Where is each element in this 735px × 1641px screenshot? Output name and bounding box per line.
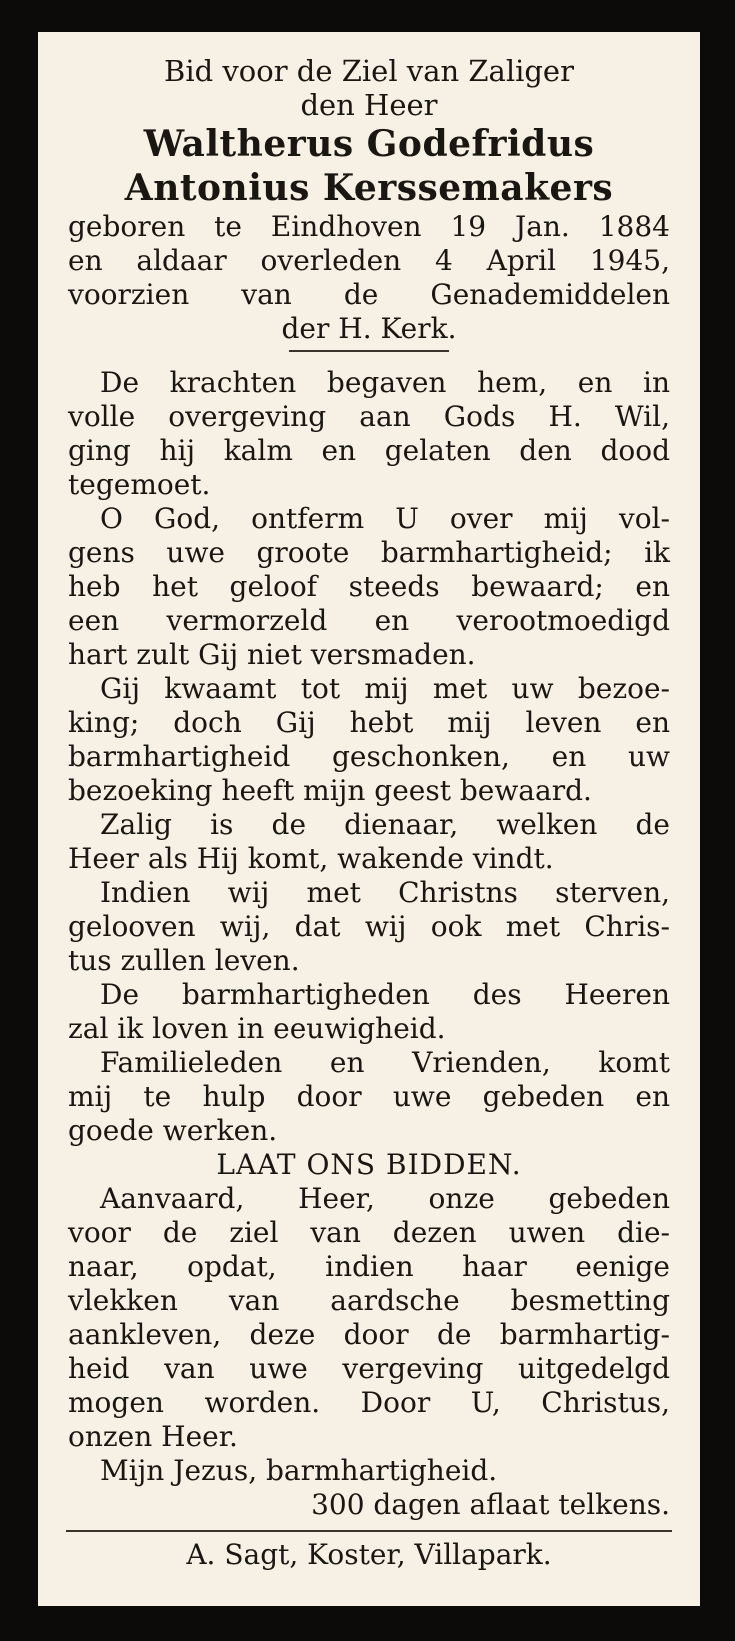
text-line: volle overgeving aan Gods H. Wil,	[68, 400, 670, 433]
text-line: king; doch Gij hebt mij leven en	[68, 706, 670, 739]
deceased-name-line-2: Antonius Kerssemakers	[124, 167, 614, 209]
text-line: hart zult Gij niet versmaden.	[68, 638, 476, 671]
paragraph	[68, 502, 670, 672]
paragraph	[68, 978, 670, 1046]
text-line: goede werken.	[68, 1114, 278, 1147]
deceased-name-line-1: Waltherus Godefridus	[143, 123, 595, 165]
text-line: Familieleden en Vrienden, komt	[100, 1046, 670, 1079]
text-line: heb het geloof steeds bewaard; en	[68, 570, 670, 603]
prayer-paragraphs	[68, 366, 670, 1148]
text-line: Gij kwaamt tot mij met uw bezoe-	[100, 672, 670, 705]
text-line: gelooven wij, dat wij ook met Chris-	[68, 910, 670, 943]
text-line: ging hij kalm en gelaten den dood	[68, 434, 670, 467]
text-line: tegemoet.	[68, 468, 211, 501]
printer-credit: A. Sagt, Koster, Villapark.	[186, 1538, 552, 1571]
bio-line: en aldaar overleden 4 April 1945,	[68, 244, 670, 277]
text-line: voor de ziel van dezen uwen die-	[68, 1216, 670, 1249]
text-line: mogen worden. Door U, Christus,	[68, 1386, 670, 1419]
intro-line-2: den Heer	[300, 88, 438, 122]
paragraph	[68, 1046, 670, 1148]
text-line: tus zullen leven.	[68, 944, 300, 977]
text-line: De barmhartigheden des Heeren	[100, 978, 670, 1011]
footer-divider	[66, 1530, 672, 1532]
paragraph	[68, 366, 670, 502]
text-line: barmhartigheid geschonken, en uw	[68, 740, 670, 773]
text-line: naar, opdat, indien haar eenige	[68, 1250, 670, 1283]
text-line: zal ik loven in eeuwigheid.	[68, 1012, 446, 1045]
text-line: O God, ontferm U over mij vol-	[100, 502, 670, 535]
text-line: heid van uwe vergeving uitgedelgd	[68, 1352, 670, 1385]
prayer-heading: LAAT ONS BIDDEN.	[216, 1148, 522, 1181]
text-line: Heer als Hij komt, wakende vindt.	[68, 842, 554, 875]
text-line: vlekken van aardsche besmetting	[68, 1284, 670, 1317]
text-line: een vermorzeld en verootmoedigd	[68, 604, 670, 637]
text-line: aankleven, deze door de barmhartig-	[68, 1318, 670, 1351]
bio-line-last: der H. Kerk.	[281, 312, 457, 345]
text-line: bezoeking heeft mijn geest bewaard.	[68, 774, 592, 807]
indulgence-note: 300 dagen aflaat telkens.	[311, 1488, 670, 1521]
text-line: Zalig is de dienaar, welken de	[100, 808, 670, 841]
paragraph	[68, 876, 670, 978]
paragraph	[68, 672, 670, 808]
text-line: Aanvaard, Heer, onze gebeden	[100, 1182, 670, 1215]
intro-line: Bid voor de Ziel van Zaliger	[164, 54, 574, 88]
invocation: Mijn Jezus, barmhartigheid.	[100, 1454, 498, 1487]
bio-line: geboren te Eindhoven 19 Jan. 1884	[68, 210, 670, 243]
text-line: De krachten begaven hem, en in	[100, 366, 670, 399]
text-line: gens uwe groote barmhartigheid; ik	[68, 536, 670, 569]
text-line: onzen Heer.	[68, 1420, 238, 1453]
text-line: mij te hulp door uwe gebeden en	[68, 1080, 670, 1113]
text-line: Indien wij met Christns sterven,	[100, 876, 670, 909]
paragraph	[68, 808, 670, 876]
closing-prayer	[68, 1182, 670, 1454]
memorial-card	[38, 32, 700, 1606]
divider	[289, 350, 449, 352]
bio-line: voorzien van de Genademiddelen	[68, 278, 670, 311]
